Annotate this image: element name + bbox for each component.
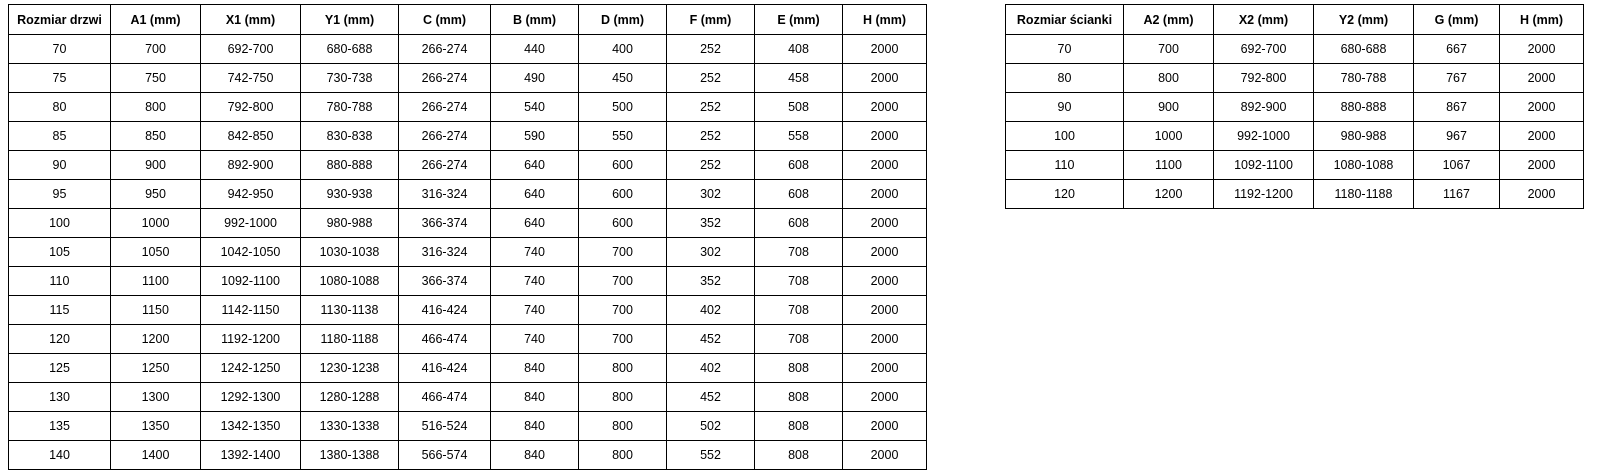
table-cell: 608 [755,151,843,180]
doors-column-header: Rozmiar drzwi [9,5,111,35]
table-cell: 640 [491,180,579,209]
table-cell: 850 [111,122,201,151]
table-cell: 800 [579,412,667,441]
table-cell: 70 [1006,35,1124,64]
table-cell: 550 [579,122,667,151]
table-cell: 135 [9,412,111,441]
table-cell: 90 [9,151,111,180]
table-cell: 1000 [1124,122,1214,151]
table-cell: 252 [667,151,755,180]
table-cell: 980-988 [301,209,399,238]
table-cell: 2000 [843,180,927,209]
table-cell: 842-850 [201,122,301,151]
table-cell: 930-938 [301,180,399,209]
table-cell: 640 [491,151,579,180]
table-cell: 316-324 [399,238,491,267]
table-cell: 266-274 [399,151,491,180]
table-row [9,441,927,470]
table-cell: 1042-1050 [201,238,301,267]
table-cell: 1250 [111,354,201,383]
table-cell: 608 [755,209,843,238]
table-cell: 640 [491,209,579,238]
table-cell: 1300 [111,383,201,412]
table-cell: 452 [667,383,755,412]
table-cell: 900 [111,151,201,180]
table-cell: 450 [579,64,667,93]
table-cell: 692-700 [1214,35,1314,64]
table-cell: 1150 [111,296,201,325]
table-cell: 2000 [1500,180,1584,209]
table-cell: 130 [9,383,111,412]
table-cell: 2000 [843,238,927,267]
doors-column-header: C (mm) [399,5,491,35]
table-cell: 980-988 [1314,122,1414,151]
table-cell: 830-838 [301,122,399,151]
table-cell: 1200 [1124,180,1214,209]
table-cell: 700 [579,296,667,325]
table-cell: 600 [579,151,667,180]
table-cell: 125 [9,354,111,383]
table-cell: 1092-1100 [201,267,301,296]
table-cell: 2000 [1500,35,1584,64]
table-cell: 1180-1188 [301,325,399,354]
table-cell: 1080-1088 [301,267,399,296]
table-cell: 800 [579,383,667,412]
table-cell: 70 [9,35,111,64]
table-cell: 120 [9,325,111,354]
table-cell: 700 [579,267,667,296]
table-cell: 1392-1400 [201,441,301,470]
table-cell: 800 [579,354,667,383]
table-cell: 840 [491,383,579,412]
table-cell: 402 [667,354,755,383]
doors-column-header: H (mm) [843,5,927,35]
table-cell: 566-574 [399,441,491,470]
doors-column-header: Y1 (mm) [301,5,399,35]
table-row [1006,180,1584,209]
table-cell: 792-800 [1214,64,1314,93]
table-cell: 120 [1006,180,1124,209]
table-cell: 708 [755,267,843,296]
table-cell: 252 [667,93,755,122]
table-cell: 1080-1088 [1314,151,1414,180]
table-cell: 1130-1138 [301,296,399,325]
table-cell: 140 [9,441,111,470]
table-row [1006,35,1584,64]
table-cell: 466-474 [399,325,491,354]
table-cell: 502 [667,412,755,441]
table-cell: 2000 [843,209,927,238]
table-cell: 2000 [843,267,927,296]
table-cell: 600 [579,180,667,209]
table-row [1006,64,1584,93]
table-cell: 2000 [843,151,927,180]
table-cell: 740 [491,267,579,296]
table-cell: 516-524 [399,412,491,441]
table-cell: 252 [667,35,755,64]
table-cell: 400 [579,35,667,64]
table-cell: 90 [1006,93,1124,122]
doors-column-header: B (mm) [491,5,579,35]
table-cell: 2000 [843,93,927,122]
table-cell: 540 [491,93,579,122]
table-cell: 1192-1200 [201,325,301,354]
table-row [9,151,927,180]
table-cell: 708 [755,296,843,325]
table-cell: 408 [755,35,843,64]
table-row [9,122,927,151]
table-cell: 452 [667,325,755,354]
table-cell: 366-374 [399,267,491,296]
table-cell: 302 [667,180,755,209]
table-cell: 416-424 [399,296,491,325]
table-cell: 750 [111,64,201,93]
table-cell: 302 [667,238,755,267]
table-cell: 1167 [1414,180,1500,209]
table-cell: 402 [667,296,755,325]
table-cell: 2000 [843,325,927,354]
table-row [9,354,927,383]
table-cell: 600 [579,209,667,238]
table-cell: 800 [1124,64,1214,93]
table-cell: 700 [111,35,201,64]
table-cell: 266-274 [399,35,491,64]
doors-column-header: E (mm) [755,5,843,35]
walls-column-header: A2 (mm) [1124,5,1214,35]
table-cell: 1350 [111,412,201,441]
table-cell: 2000 [843,354,927,383]
table-row [9,93,927,122]
doors-column-header: F (mm) [667,5,755,35]
table-cell: 880-888 [301,151,399,180]
table-cell: 700 [1124,35,1214,64]
table-cell: 700 [579,238,667,267]
table-cell: 808 [755,412,843,441]
table-cell: 1100 [111,267,201,296]
table-cell: 892-900 [201,151,301,180]
walls-column-header: X2 (mm) [1214,5,1314,35]
table-cell: 558 [755,122,843,151]
table-cell: 1292-1300 [201,383,301,412]
table-cell: 2000 [843,441,927,470]
table-row [1006,93,1584,122]
table-cell: 2000 [1500,122,1584,151]
table-cell: 692-700 [201,35,301,64]
table-cell: 2000 [843,35,927,64]
table-cell: 366-374 [399,209,491,238]
table-cell: 490 [491,64,579,93]
table-cell: 950 [111,180,201,209]
table-cell: 840 [491,412,579,441]
table-cell: 266-274 [399,122,491,151]
table-cell: 1000 [111,209,201,238]
table-row [9,180,927,209]
table-cell: 730-738 [301,64,399,93]
doors-column-header: D (mm) [579,5,667,35]
table-cell: 700 [579,325,667,354]
table-cell: 352 [667,267,755,296]
table-row [1006,151,1584,180]
table-cell: 2000 [843,122,927,151]
table-cell: 2000 [843,383,927,412]
table-row [9,296,927,325]
table-cell: 1067 [1414,151,1500,180]
table-cell: 780-788 [301,93,399,122]
table-cell: 680-688 [301,35,399,64]
table-cell: 680-688 [1314,35,1414,64]
table-cell: 416-424 [399,354,491,383]
table-cell: 1342-1350 [201,412,301,441]
table-cell: 1400 [111,441,201,470]
table-cell: 792-800 [201,93,301,122]
table-cell: 1242-1250 [201,354,301,383]
table-cell: 1142-1150 [201,296,301,325]
doors-dimensions-table [8,4,927,470]
doors-column-header: X1 (mm) [201,5,301,35]
walls-dimensions-table-container [1005,4,1584,209]
table-cell: 316-324 [399,180,491,209]
table-cell: 880-888 [1314,93,1414,122]
table-cell: 115 [9,296,111,325]
table-cell: 95 [9,180,111,209]
table-cell: 800 [111,93,201,122]
table-row [1006,122,1584,151]
table-cell: 808 [755,354,843,383]
table-cell: 458 [755,64,843,93]
table-cell: 992-1000 [1214,122,1314,151]
table-cell: 942-950 [201,180,301,209]
table-cell: 1030-1038 [301,238,399,267]
table-cell: 708 [755,325,843,354]
table-header-row [1006,5,1584,35]
table-cell: 992-1000 [201,209,301,238]
table-row [9,238,927,267]
table-cell: 1100 [1124,151,1214,180]
table-row [9,64,927,93]
table-cell: 75 [9,64,111,93]
table-cell: 590 [491,122,579,151]
table-cell: 2000 [843,296,927,325]
table-cell: 1200 [111,325,201,354]
table-row [9,412,927,441]
walls-column-header: Y2 (mm) [1314,5,1414,35]
table-cell: 900 [1124,93,1214,122]
table-cell: 967 [1414,122,1500,151]
table-cell: 2000 [843,64,927,93]
table-cell: 508 [755,93,843,122]
table-cell: 1192-1200 [1214,180,1314,209]
table-row [9,35,927,64]
table-cell: 80 [1006,64,1124,93]
table-cell: 667 [1414,35,1500,64]
table-cell: 110 [1006,151,1124,180]
table-cell: 840 [491,354,579,383]
table-cell: 466-474 [399,383,491,412]
table-row [9,383,927,412]
doors-dimensions-table-container [8,4,927,470]
table-cell: 252 [667,122,755,151]
table-cell: 840 [491,441,579,470]
table-cell: 85 [9,122,111,151]
walls-dimensions-table [1005,4,1584,209]
table-cell: 2000 [1500,64,1584,93]
table-header-row [9,5,927,35]
table-cell: 740 [491,325,579,354]
table-cell: 2000 [1500,93,1584,122]
table-cell: 740 [491,296,579,325]
table-cell: 608 [755,180,843,209]
table-cell: 780-788 [1314,64,1414,93]
table-cell: 708 [755,238,843,267]
table-cell: 1280-1288 [301,383,399,412]
table-cell: 1230-1238 [301,354,399,383]
table-cell: 767 [1414,64,1500,93]
table-cell: 808 [755,441,843,470]
table-cell: 252 [667,64,755,93]
table-cell: 500 [579,93,667,122]
table-cell: 100 [9,209,111,238]
table-cell: 742-750 [201,64,301,93]
table-cell: 867 [1414,93,1500,122]
table-cell: 800 [579,441,667,470]
walls-column-header: G (mm) [1414,5,1500,35]
table-cell: 1050 [111,238,201,267]
table-row [9,209,927,238]
table-cell: 110 [9,267,111,296]
table-cell: 100 [1006,122,1124,151]
walls-column-header: Rozmiar ścianki [1006,5,1124,35]
table-cell: 2000 [1500,151,1584,180]
table-cell: 552 [667,441,755,470]
doors-column-header: A1 (mm) [111,5,201,35]
table-cell: 740 [491,238,579,267]
table-cell: 808 [755,383,843,412]
table-cell: 105 [9,238,111,267]
table-cell: 80 [9,93,111,122]
table-cell: 266-274 [399,93,491,122]
table-row [9,325,927,354]
table-cell: 892-900 [1214,93,1314,122]
table-cell: 440 [491,35,579,64]
table-cell: 1092-1100 [1214,151,1314,180]
table-cell: 1330-1338 [301,412,399,441]
walls-column-header: H (mm) [1500,5,1584,35]
table-row [9,267,927,296]
table-cell: 2000 [843,412,927,441]
table-cell: 1180-1188 [1314,180,1414,209]
table-cell: 266-274 [399,64,491,93]
table-cell: 352 [667,209,755,238]
table-cell: 1380-1388 [301,441,399,470]
